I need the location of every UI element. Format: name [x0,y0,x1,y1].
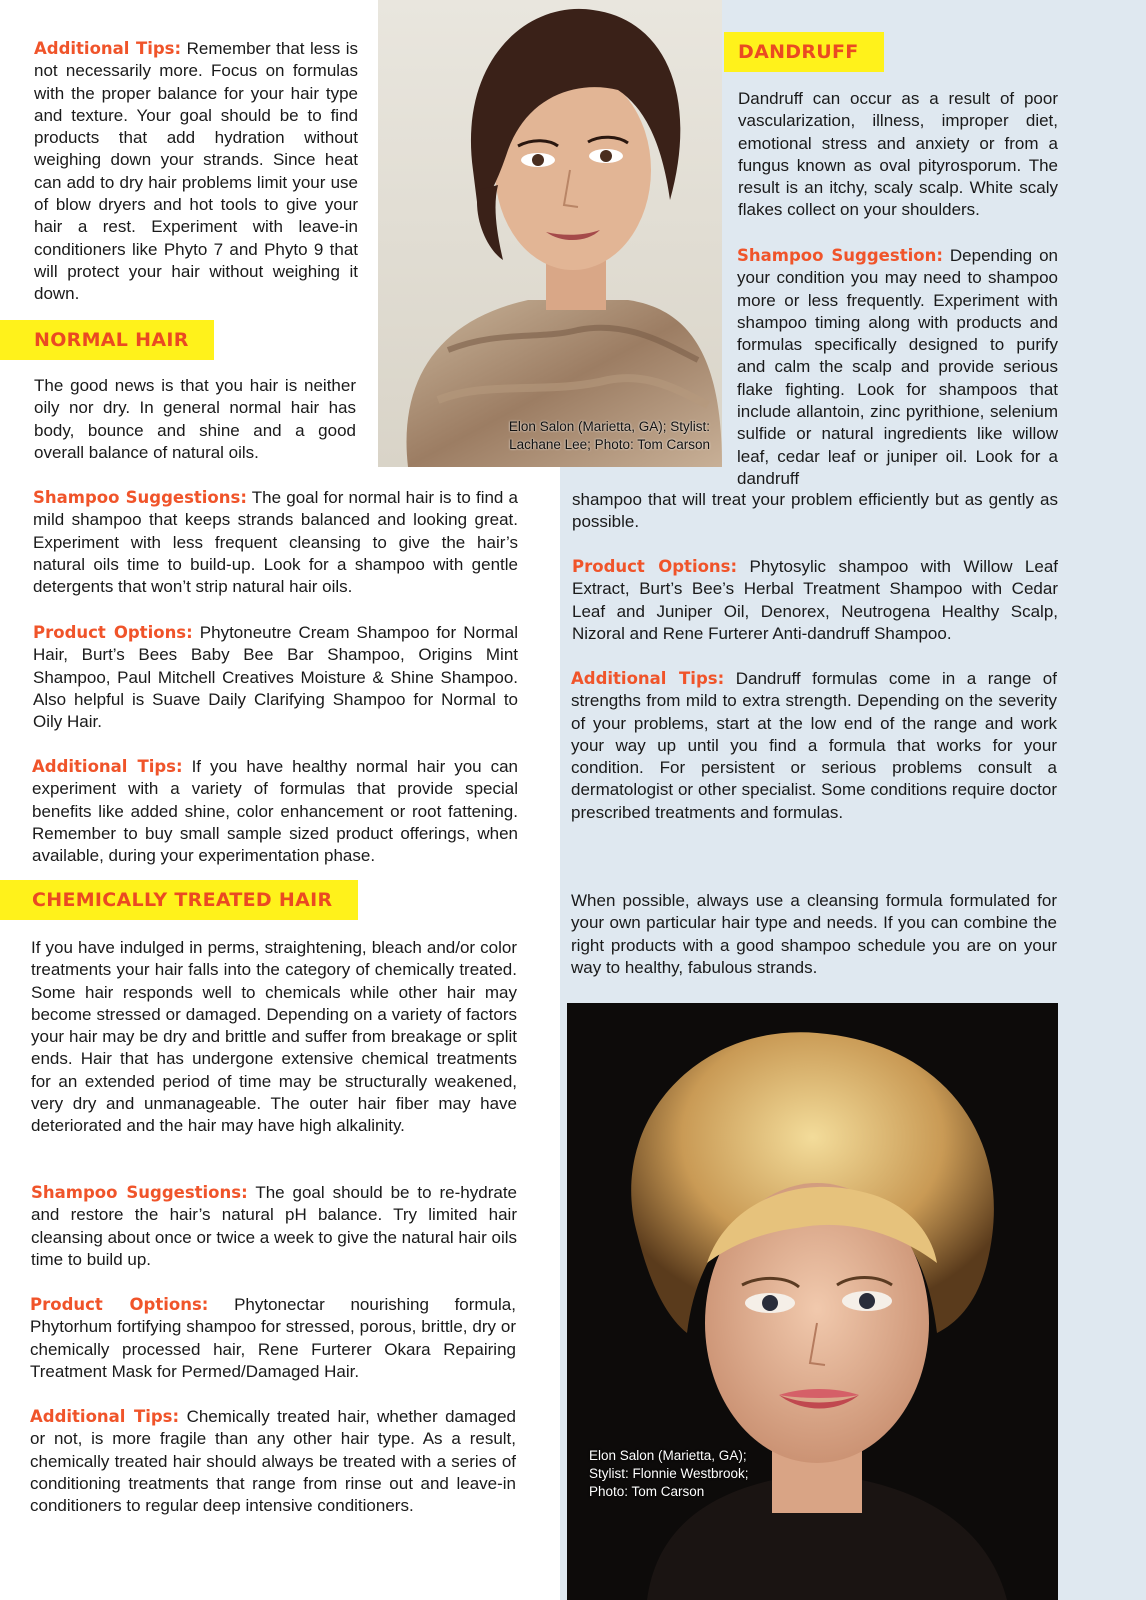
chemically-treated-banner: CHEMICALLY TREATED HAIR [0,880,358,920]
dandruff-intro: Dandruff can occur as a result of poor vascularization, illness, improper diet, emotional stress and anxiety or from a fungus known as oval pityrosporum. The result is an itchy, scaly scalp. White scaly flakes collect on your shoulders. [738,89,1058,220]
chem-product-options: Product Options: Phytonectar nourishing formula, Phytorhum fortifying shampoo for stressed, porous, brittle, dry or chemically processed hair, Rene Furterer Okara Repairing Treatment Mask for Permed/Damaged Hair. [30,1295,516,1381]
dandruff-banner: DANDRUFF [724,32,884,72]
shampoo-label: Shampoo Suggestion: [737,246,943,265]
tips-label: Additional Tips: [30,1407,180,1426]
normal-hair-intro: The good news is that you hair is neither oily nor dry. In general normal hair has body, bounce and shine and a good overall balance of natural oils. [34,376,356,462]
dandruff-shampoo-suggestion: Shampoo Suggestion: Depending on your condition you may need to shampoo more or less frequently. Experiment with shampoo timing along with products and formulas specifically designed to purify and calm the scalp and provide serious flake fighting. Look for shampoos that include allantoin, zinc pyrithione, selenium sulfide or natural ingredients like willow leaf, cedar leaf or juniper oil. Look for a dandruff [737,246,1058,488]
product-label: Product Options: [33,623,193,642]
normal-intro-tips: Additional Tips: Remember that less is not necessarily more. Focus on formulas with the proper balance for your hair type and texture. Your goal should be to find products that add hydration without weighing down your strands. Since heat can add to dry hair problems limit your use of blow dryers and hot tools to give your hair a rest. Experiment with leave-in conditioners like Phyto 7 and Phyto 9 that will protect your hair without weighing it down. [34,39,358,304]
dandruff-additional-tips: Additional Tips: Dandruff formulas come in a range of strengths from mild to extra strength. Depending on the severity of your problems, start at the low end of the range and work your way up until you find a formula that works for your condition. For persistent or serious problems consult a dermatologist or other specialist. Some conditions require doctor prescribed treatments and formulas. [571,669,1057,822]
chem-intro: If you have indulged in perms, straightening, bleach and/or color treatments your hair falls into the category of chemically treated. Some hair responds well to chemicals while other hair may become stressed or damaged. Depending on a variety of factors your hair may be dry and brittle and suffer from breakage or split ends. Hair that has undergone extensive chemical treatments for an extended period of time may be structurally weakened, very dry and unmanageable. The outer hair fiber may have deteriorated and the hair may have high alkalinity. [31,938,517,1136]
tips-label: Additional Tips: [571,669,725,688]
chem-shampoo-suggestions: Shampoo Suggestions: The goal should be to re-hydrate and restore the hair’s natural pH balance. Try limited hair cleansing about once or twice a week to give the natural hair oils time to build up. [31,1183,517,1269]
normal-additional-tips: Additional Tips: If you have healthy normal hair you can experiment with a variety of formulas that provide special benefits like added shine, color enhancement or root fattening. Remember to buy small sample sized product offerings, when available, during your experimentation phase. [32,757,518,866]
chem-additional-tips: Additional Tips: Chemically treated hair, whether damaged or not, is more fragile than any other hair type. As a result, chemically treated hair should always be treated with a series of conditioning treatments that range from rinse out and leave-in conditioners to regular deep intensive conditioners. [30,1407,516,1516]
normal-shampoo-suggestions: Shampoo Suggestions: The goal for normal hair is to find a mild shampoo that keeps strands balanced and looking great. Experiment with less frequent cleansing to give the hair’s natural oils time to build-up. Look for a shampoo with gentle detergents that won’t strip natural hair oils. [33,488,518,597]
shampoo-label: Shampoo Suggestions: [33,488,247,507]
tips-label: Additional Tips: [32,757,183,776]
top-photo-caption: Elon Salon (Marietta, GA); Stylist: Lachane Lee; Photo: Tom Carson [508,419,710,452]
closing-paragraph: When possible, always use a cleansing formula formulated for your own particular hair type and needs. If you can combine the right products with a good shampoo schedule you are on your way to healthy, fabulous strands. [571,891,1057,977]
product-label: Product Options: [30,1295,209,1314]
portrait-illustration [378,0,722,467]
shampoo-label: Shampoo Suggestions: [31,1183,248,1202]
bottom-portrait-photo [567,1003,1058,1600]
dandruff-shampoo-continued: shampoo that will treat your problem efficiently but as gently as possible. [572,490,1058,532]
dandruff-product-options: Product Options: Phytosylic shampoo with Willow Leaf Extract, Burt’s Bee’s Herbal Treatment Shampoo with Cedar Leaf and Juniper Oil, Denorex, Neutrogena Healthy Scalp, Nizoral and Rene Furterer Anti-dandruff Shampoo. [572,557,1059,643]
normal-product-options: Product Options: Phytoneutre Cream Shampoo for Normal Hair, Burt’s Bees Baby Bee Bar Shampoo, Origins Mint Shampoo, Paul Mitchell Creatives Moisture & Shine Shampoo. Also helpful is Suave Daily Clarifying Shampoo for Normal to Oily Hair. [33,623,518,732]
product-label: Product Options: [572,557,738,576]
tips-label: Additional Tips: [34,39,182,58]
top-portrait-photo [378,0,722,467]
portrait-illustration [567,1003,1058,1600]
bottom-photo-caption: Elon Salon (Marietta, GA); Stylist: Flonnie Westbrook; Photo: Tom Carson [589,1448,749,1499]
normal-hair-banner: NORMAL HAIR [0,320,214,360]
